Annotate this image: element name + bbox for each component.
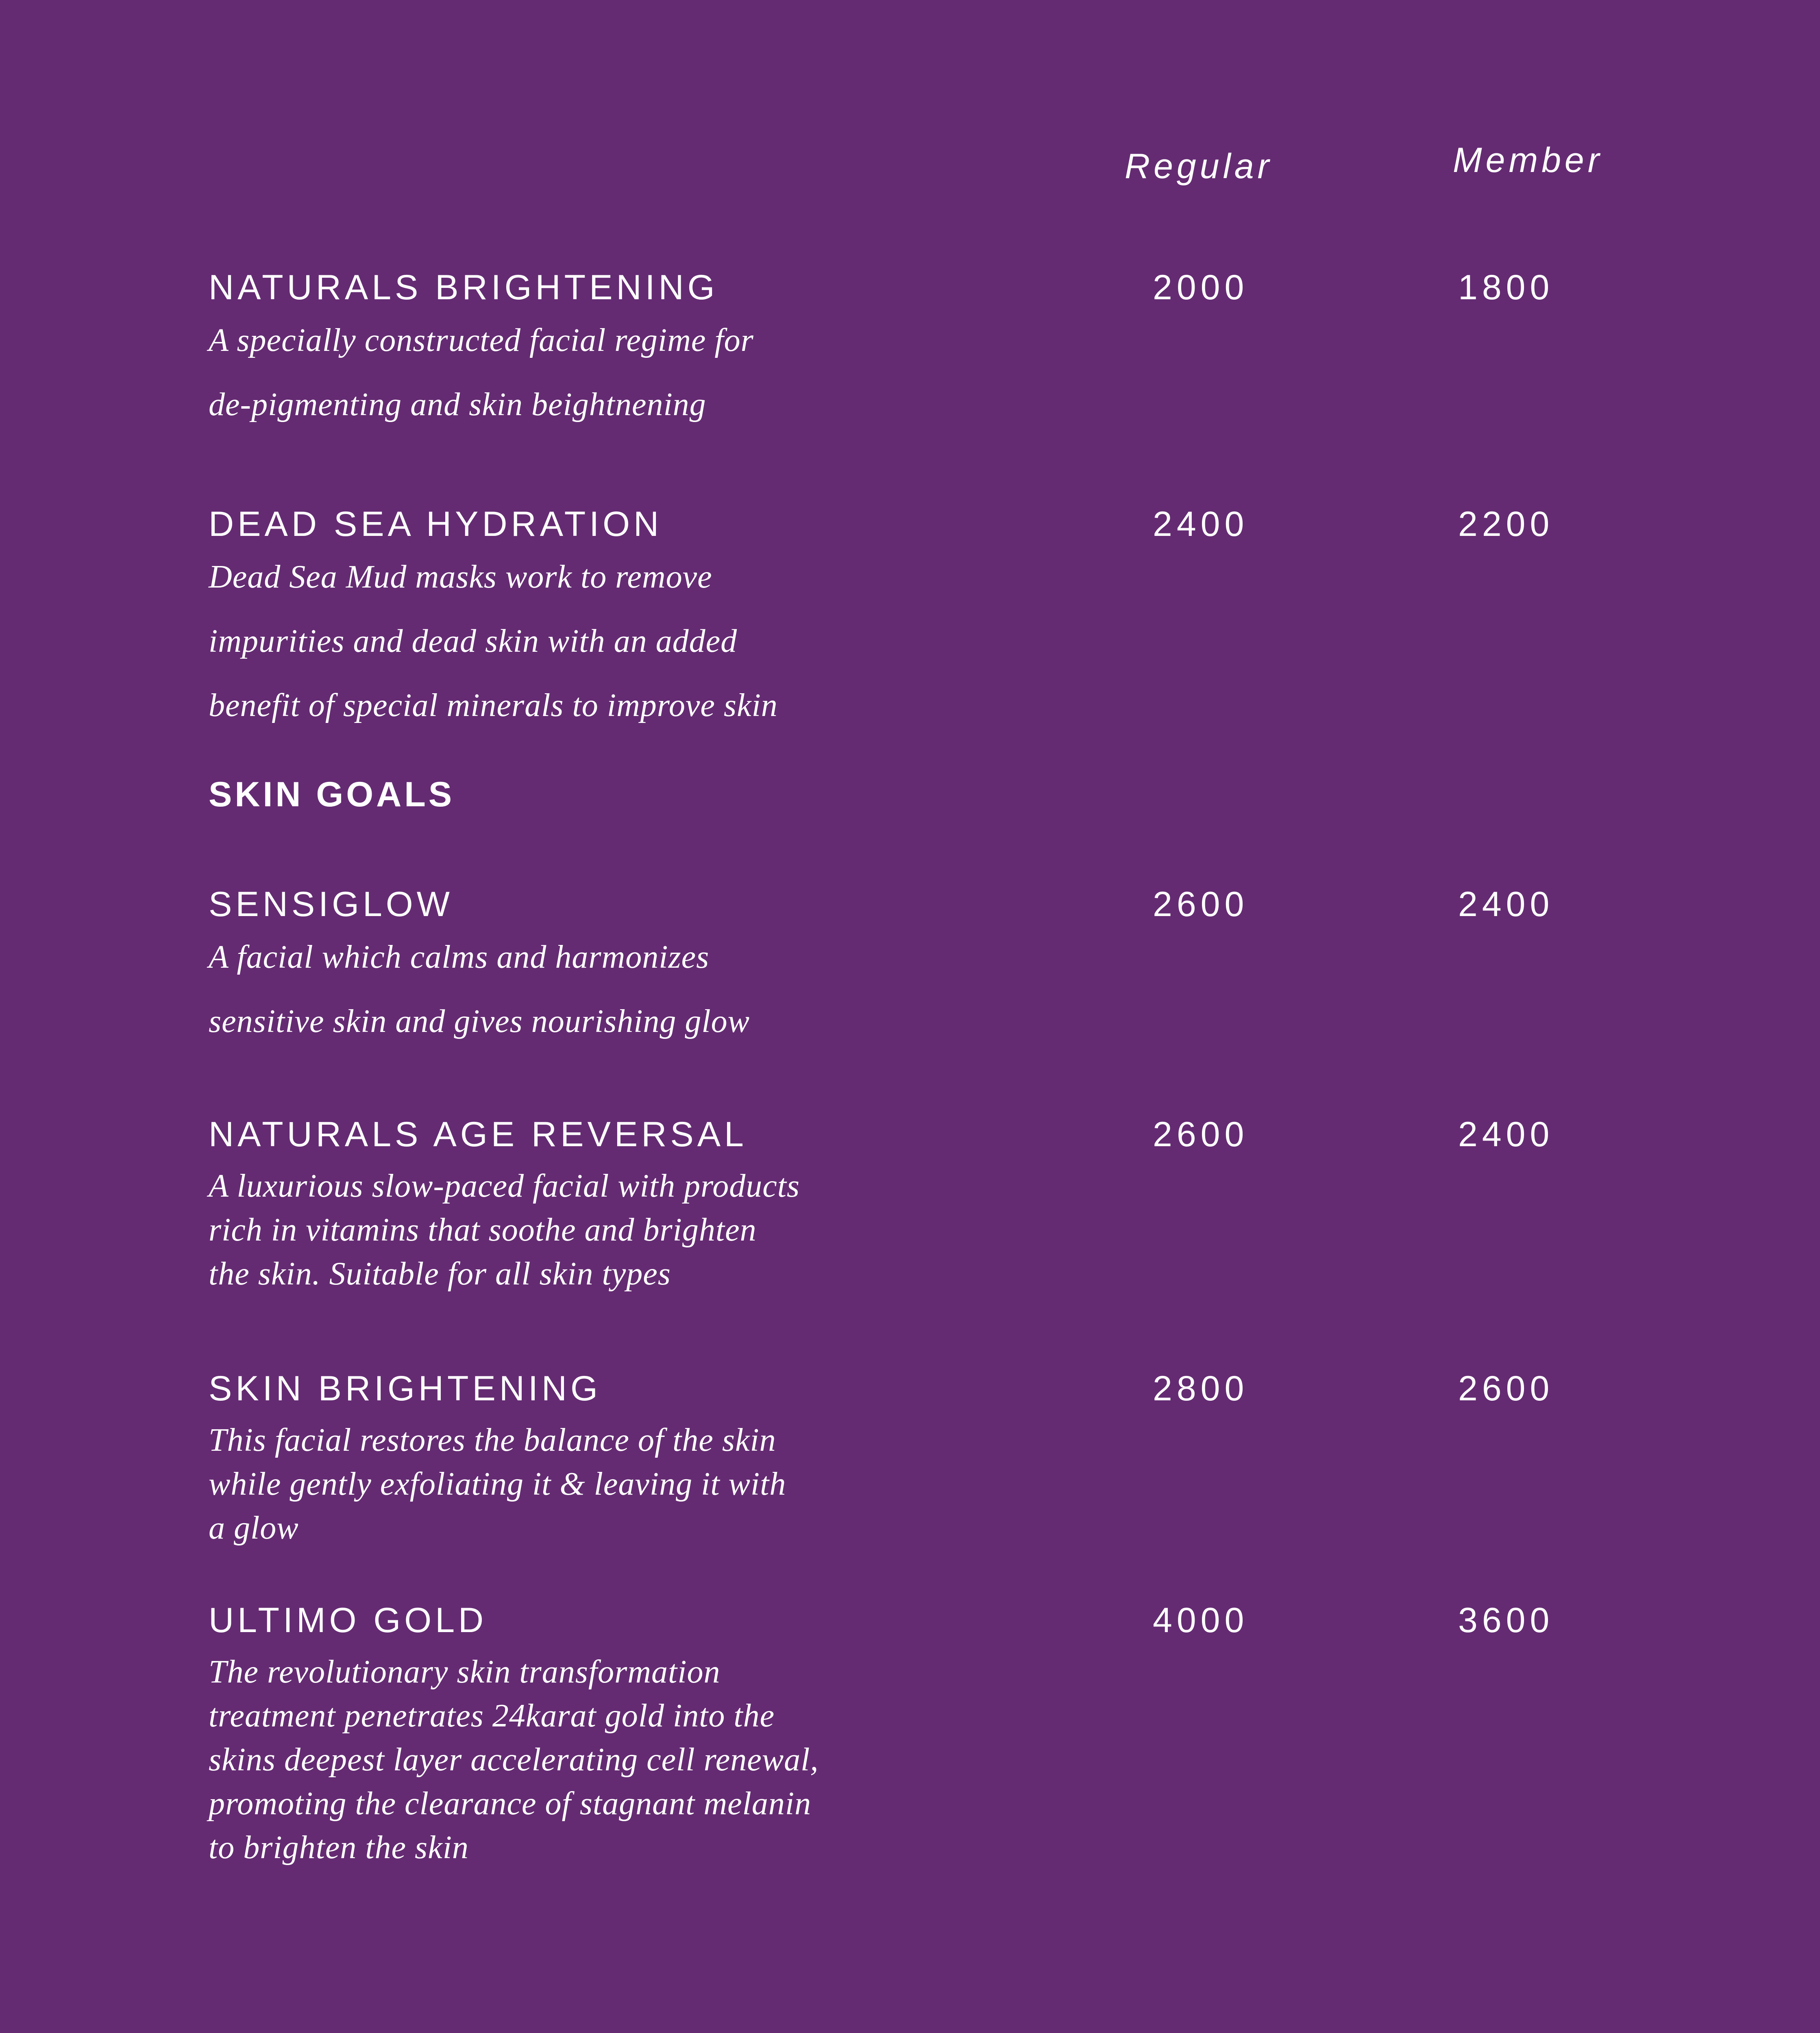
- item-description: [209, 925, 750, 1054]
- description-line: rich in vitamins that soothe and brighten: [209, 1212, 757, 1248]
- member-price: 2400: [1458, 885, 1554, 924]
- description-line: Dead Sea Mud masks work to remove: [209, 559, 712, 595]
- description-line: A specially constructed facial regime for: [209, 322, 754, 358]
- description-line: A facial which calms and harmonizes: [209, 939, 710, 975]
- description-line: impurities and dead skin with an added: [209, 623, 738, 659]
- item-name: SKIN BRIGHTENING: [209, 1369, 601, 1408]
- regular-price: 2600: [1153, 885, 1249, 924]
- item-name: SENSIGLOW: [209, 885, 453, 924]
- description-line: a glow: [209, 1510, 299, 1546]
- item-description: [209, 1164, 800, 1296]
- description-line: skins deepest layer accelerating cell renewal,: [209, 1742, 819, 1778]
- section-heading: SKIN GOALS: [209, 775, 455, 814]
- member-price: 3600: [1458, 1601, 1554, 1640]
- column-header-regular: Regular: [1125, 147, 1273, 186]
- item-description: [209, 1650, 819, 1870]
- item-name: NATURALS BRIGHTENING: [209, 268, 718, 307]
- description-line: The revolutionary skin transformation: [209, 1654, 721, 1690]
- member-price: 2600: [1458, 1369, 1554, 1408]
- item-description: [209, 1418, 786, 1550]
- item-name: NATURALS AGE REVERSAL: [209, 1115, 747, 1154]
- item-description: [209, 308, 754, 437]
- member-price: 2400: [1458, 1115, 1554, 1154]
- description-line: the skin. Suitable for all skin types: [209, 1256, 671, 1292]
- member-price: 1800: [1458, 268, 1554, 307]
- description-line: This facial restores the balance of the skin: [209, 1422, 776, 1458]
- description-line: sensitive skin and gives nourishing glow: [209, 1003, 750, 1039]
- member-price: 2200: [1458, 505, 1554, 544]
- description-line: promoting the clearance of stagnant melanin: [209, 1786, 812, 1822]
- description-line: A luxurious slow-paced facial with products: [209, 1168, 800, 1204]
- regular-price: 2000: [1153, 268, 1249, 307]
- description-line: treatment penetrates 24karat gold into the: [209, 1698, 775, 1734]
- description-line: benefit of special minerals to improve skin: [209, 688, 778, 723]
- regular-price: 4000: [1153, 1601, 1249, 1640]
- description-line: de-pigmenting and skin beightnening: [209, 387, 706, 422]
- description-line: while gently exfoliating it & leaving it with: [209, 1466, 786, 1502]
- item-name: DEAD SEA HYDRATION: [209, 505, 663, 544]
- regular-price: 2800: [1153, 1369, 1249, 1408]
- regular-price: 2400: [1153, 505, 1249, 544]
- item-description: [209, 545, 778, 738]
- item-name: ULTIMO GOLD: [209, 1601, 488, 1640]
- description-line: to brighten the skin: [209, 1830, 469, 1865]
- regular-price: 2600: [1153, 1115, 1249, 1154]
- column-header-member: Member: [1453, 141, 1603, 180]
